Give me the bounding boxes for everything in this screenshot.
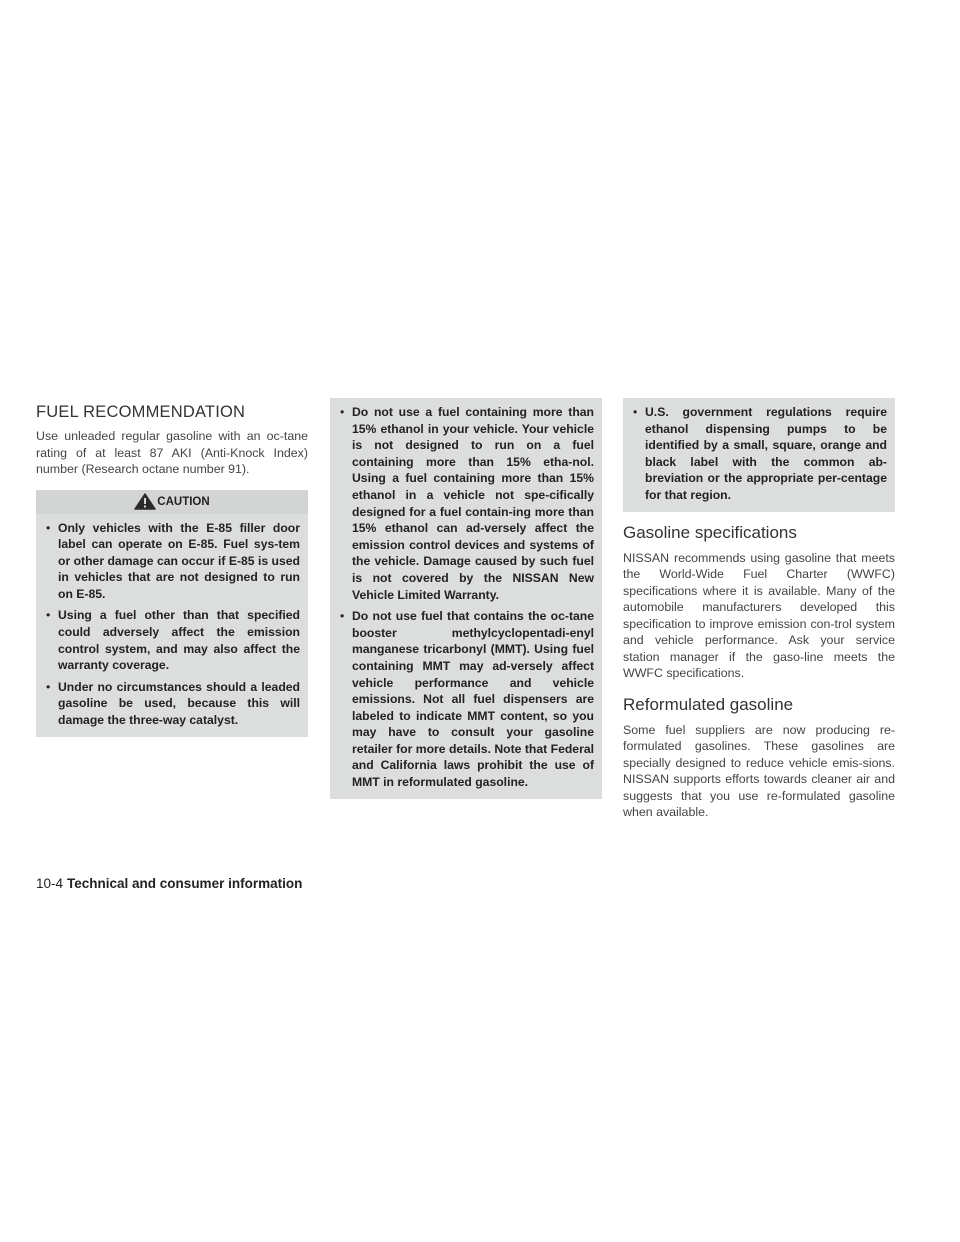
caution-box-continued bbox=[623, 398, 895, 512]
caution-item: • Using a fuel other than that specified could adversely affect the emission control system, and may also affect the warranty coverage. bbox=[46, 607, 300, 673]
subsection-title-reformulated-gasoline: Reformulated gasoline bbox=[623, 694, 794, 714]
caution-item: • Do not use a fuel containing more than 15% ethanol in your vehicle. Your vehicle is not designed to run on a fuel containing more than 15% etha-nol. Using a fuel containing more than 15% ethanol in a vehicle not spe-cifically designed for a fuel contain-ing more than 15% ethanol can ad-versely affect the emission control devices and systems of the vehicle. Damage caused by such fuel is not covered by the NISSAN New Vehicle Limited Warranty. bbox=[340, 404, 594, 603]
warning-triangle-icon bbox=[134, 493, 156, 510]
column-3 bbox=[623, 398, 895, 821]
page-number: 10-4 bbox=[36, 876, 64, 891]
caution-list bbox=[623, 404, 895, 504]
gasoline-specifications-paragraph: NISSAN recommends using gasoline that meets the World-Wide Fuel Charter (WWFC) specifications where it is available. Many of the automobile manufacturers developed this specification to improve emission con-trol system and vehicle performance. Ask your service station manager if the gaso-line meets the WWFC specifications. bbox=[623, 550, 895, 681]
column-2 bbox=[330, 398, 602, 799]
caution-item: • Do not use fuel that contains the oc-tane booster methylcyclopentadi-enyl manganese tricarbonyl (MMT). Using fuel containing MMT may ad-versely affect vehicle performance and vehicle emissions. Not all fuel dispensers are labeled to indicate MMT content, so you may have to consult your gasoline retailer for more details. Note that Federal and California laws prohibit the use of MMT in reformulated gasoline. bbox=[340, 608, 594, 791]
fuel-intro-paragraph: Use unleaded regular gasoline with an oc-tane rating of at least 87 AKI (Anti-Knock Index) number (Research octane number 91). bbox=[36, 429, 308, 476]
caution-item: • Only vehicles with the E-85 filler door label can operate on E-85. Fuel sys-tem or other damage can occur if E-85 is used in vehicles that are not designed to run on E-85. bbox=[46, 520, 300, 603]
caution-box bbox=[36, 490, 308, 737]
caution-label: CAUTION bbox=[157, 495, 210, 508]
page-footer bbox=[36, 876, 302, 891]
section-title-fuel-recommendation: FUEL RECOMMENDATION bbox=[36, 403, 246, 421]
subsection-title-gasoline-specifications: Gasoline specifications bbox=[623, 522, 797, 542]
caution-box-continued bbox=[330, 398, 602, 799]
caution-item: • Under no circumstances should a leaded gasoline be used, because this will damage the three-way catalyst. bbox=[46, 679, 300, 729]
caution-item: • U.S. government regulations require ethanol dispensing pumps to be identified by a small, square, orange and black label with the common ab-breviation or the appropriate per-centage for that region. bbox=[633, 404, 887, 504]
footer-section-title: Technical and consumer information bbox=[67, 876, 303, 891]
caution-list bbox=[330, 404, 602, 791]
caution-header bbox=[36, 490, 308, 514]
reformulated-gasoline-paragraph: Some fuel suppliers are now producing re-formulated gasolines. These gasolines are specially designed to reduce vehicle emis-sions. NISSAN supports efforts towards cleaner air and suggests that you use re-formulated gasoline when available. bbox=[623, 722, 895, 820]
column-1 bbox=[36, 402, 308, 737]
caution-list bbox=[36, 520, 308, 729]
